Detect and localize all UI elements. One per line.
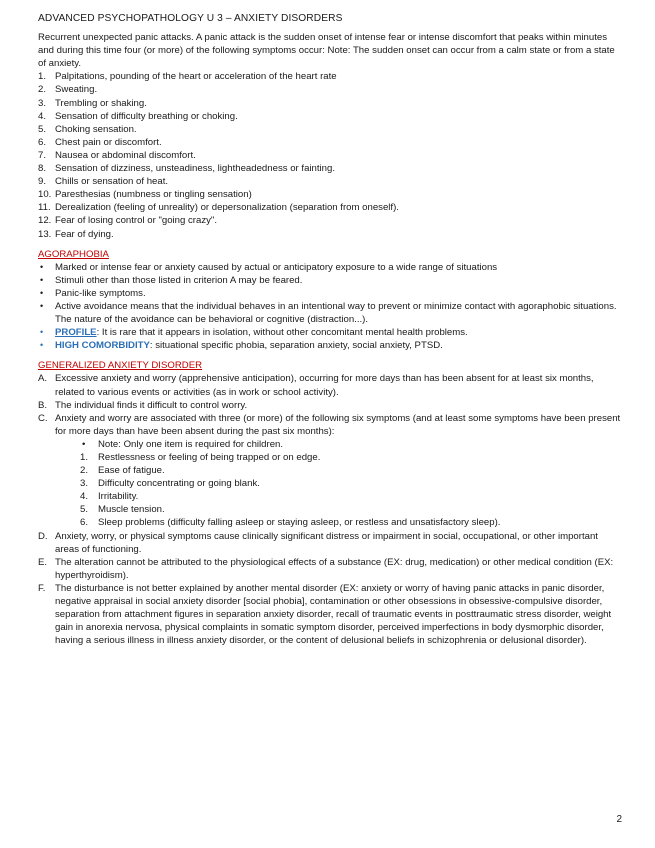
comorbidity-label: HIGH COMORBIDITY bbox=[55, 340, 150, 352]
list-item bbox=[80, 451, 622, 464]
list-item bbox=[38, 274, 622, 287]
item-text: Fear of losing control or "going crazy". bbox=[55, 215, 217, 227]
item-number: 1. bbox=[80, 452, 89, 463]
item-text: Sensation of difficulty breathing or choking. bbox=[55, 110, 238, 122]
intro-paragraph: Recurrent unexpected panic attacks. A panic attack is the sudden onset of intense fear or intense discomfort that peaks within minutes and during this time four (or more) of the following symptoms occur: Note: The sudden onset can occur from a calm state or from a state of anxiety. bbox=[38, 32, 615, 70]
item-number: 3. bbox=[38, 97, 47, 109]
list-item bbox=[80, 503, 622, 516]
criterion-letter: C. bbox=[38, 412, 48, 424]
criterion-text: The disturbance is not better explained by another mental disorder (EX: anxiety or worry of having panic attacks in panic disorder, negative appraisal in social anxiety disorder [social phobia], contamination or other obsessions in obsessive-compulsive disorder, separation from attachment figures in separation anxiety disorder, recall of traumatic events in posttraumatic stress disorder, weight gain in anorexia nervosa, physical complaints in somatic symptom disorder, perceived imperfections in body dysmorphic disorder, having a serious illness in illness anxiety disorder, or the content of delusional beliefs in schizophrenia or delusional disorder). bbox=[55, 582, 612, 647]
bullet-icon: • bbox=[40, 274, 44, 285]
gad-symptom-list bbox=[55, 438, 622, 530]
item-number: 11. bbox=[38, 202, 51, 214]
criterion-letter: B. bbox=[38, 399, 48, 411]
item-text: Derealization (feeling of unreality) or depersonalization (separation from oneself). bbox=[55, 202, 399, 214]
item-number: 4. bbox=[38, 110, 47, 122]
item-number: 4. bbox=[80, 491, 89, 503]
list-item bbox=[38, 149, 622, 162]
comorbidity-item bbox=[38, 339, 622, 352]
profile-text: : It is rare that it appears in isolation, without other concomitant mental health problems. bbox=[96, 327, 468, 339]
criterion-d bbox=[38, 530, 622, 556]
list-item bbox=[38, 175, 622, 188]
item-number: 8. bbox=[38, 163, 47, 175]
document-page bbox=[38, 12, 622, 647]
list-item bbox=[80, 464, 622, 477]
list-item bbox=[38, 123, 622, 136]
criterion-e bbox=[38, 556, 622, 582]
item-text: Palpitations, pounding of the heart or acceleration of the heart rate bbox=[55, 71, 337, 83]
criterion-letter: A. bbox=[38, 373, 48, 385]
item-number: 6. bbox=[80, 517, 89, 529]
list-item bbox=[38, 136, 622, 149]
list-item bbox=[80, 490, 622, 503]
criterion-letter: F. bbox=[38, 582, 46, 594]
document-title: ADVANCED PSYCHOPATHOLOGY U 3 – ANXIETY DISORDERS bbox=[38, 13, 343, 24]
item-text: Sweating. bbox=[55, 84, 98, 96]
criterion-f bbox=[38, 582, 622, 647]
item-text: Paresthesias (numbness or tingling sensation) bbox=[55, 189, 252, 201]
item-text: Difficulty concentrating or going blank. bbox=[98, 478, 260, 490]
gad-heading: GENERALIZED ANXIETY DISORDER bbox=[38, 360, 203, 372]
item-number: 12. bbox=[38, 215, 52, 227]
item-number: 1. bbox=[38, 71, 47, 83]
item-text: Sensation of dizziness, unsteadiness, lightheadedness or fainting. bbox=[55, 163, 335, 175]
item-number: 6. bbox=[38, 136, 47, 148]
item-number: 7. bbox=[38, 149, 47, 161]
list-item bbox=[38, 110, 622, 123]
bullet-icon: • bbox=[82, 438, 86, 450]
item-text: Fear of dying. bbox=[55, 228, 114, 240]
panic-symptom-list bbox=[38, 70, 622, 240]
list-item bbox=[38, 162, 622, 175]
criterion-text: The alteration cannot be attributed to the physiological effects of a substance (EX: drug, medication) or other medical condition (EX: hyperthyroidism). bbox=[55, 556, 614, 581]
item-number: 9. bbox=[38, 176, 47, 188]
list-item bbox=[38, 287, 622, 300]
item-number: 5. bbox=[38, 123, 47, 135]
item-number: 5. bbox=[80, 504, 89, 516]
list-item bbox=[38, 228, 622, 241]
item-text: Chest pain or discomfort. bbox=[55, 136, 162, 148]
note-item bbox=[80, 438, 622, 451]
criterion-letter: D. bbox=[38, 530, 48, 542]
item-text: Trembling or shaking. bbox=[55, 97, 147, 109]
item-text: Choking sensation. bbox=[55, 123, 137, 135]
item-text: Note: Only one item is required for children. bbox=[98, 438, 284, 450]
list-item bbox=[38, 83, 622, 96]
item-text: Muscle tension. bbox=[98, 504, 165, 516]
item-text: Ease of fatigue. bbox=[98, 465, 165, 477]
item-text: Restlessness or feeling of being trapped or on edge. bbox=[98, 452, 321, 463]
list-item bbox=[38, 261, 622, 274]
list-item bbox=[38, 70, 622, 83]
list-item bbox=[80, 477, 622, 490]
item-text: Irritability. bbox=[98, 491, 139, 503]
list-item bbox=[38, 201, 622, 214]
bullet-icon: • bbox=[40, 327, 44, 338]
criterion-letter: E. bbox=[38, 556, 48, 568]
criterion-c bbox=[38, 412, 622, 530]
item-text: Active avoidance means that the individual behaves in an intentional way to prevent or minimize contact with agoraphobic situations. The nature of the avoidance can be behavioral or cognitive (distraction...). bbox=[55, 300, 617, 326]
list-item bbox=[38, 214, 622, 227]
list-item bbox=[80, 516, 622, 529]
criterion-a bbox=[38, 372, 622, 398]
comorbidity-text: : situational specific phobia, separation anxiety, social anxiety, PTSD. bbox=[149, 340, 443, 352]
item-text: Sleep problems (difficulty falling asleep or staying asleep, or restless and unsatisfactory sleep). bbox=[98, 517, 501, 529]
bullet-icon: • bbox=[40, 261, 44, 272]
criterion-text: Excessive anxiety and worry (apprehensive anticipation), occurring for more days than has been absent for at least six months, related to various events or activities (as in work or school activity). bbox=[55, 373, 594, 398]
bullet-icon: • bbox=[40, 340, 44, 351]
criterion-text: The individual finds it difficult to control worry. bbox=[55, 399, 248, 411]
profile-label: PROFILE bbox=[55, 327, 97, 339]
item-number: 2. bbox=[80, 465, 89, 477]
list-item bbox=[38, 97, 622, 110]
item-number: 10. bbox=[38, 189, 52, 201]
criterion-text: Anxiety, worry, or physical symptoms cause clinically significant distress or impairment in social, occupational, or other important areas of functioning. bbox=[55, 530, 598, 555]
criterion-b bbox=[38, 399, 622, 412]
criterion-text: Anxiety and worry are associated with three (or more) of the following six symptoms (and at least some symptoms have been present for more days than have been absent during the past six months): bbox=[55, 412, 621, 437]
profile-item bbox=[38, 326, 622, 339]
item-text: Marked or intense fear or anxiety caused by actual or anticipatory exposure to a wide range of situations bbox=[55, 261, 498, 273]
item-text: Stimuli other than those listed in criterion A may be feared. bbox=[55, 274, 303, 286]
bullet-icon: • bbox=[40, 300, 44, 311]
item-text: Nausea or abdominal discomfort. bbox=[55, 149, 196, 161]
agoraphobia-list bbox=[38, 261, 622, 353]
gad-criteria-list bbox=[38, 372, 622, 647]
item-text: Panic-like symptoms. bbox=[55, 287, 146, 299]
item-text: Chills or sensation of heat. bbox=[55, 176, 169, 188]
page-number: 2 bbox=[616, 814, 622, 825]
list-item bbox=[38, 188, 622, 201]
item-number: 3. bbox=[80, 478, 89, 490]
item-number: 2. bbox=[38, 84, 47, 96]
agoraphobia-heading: AGORAPHOBIA bbox=[38, 248, 109, 260]
item-number: 13. bbox=[38, 228, 52, 240]
list-item bbox=[38, 300, 622, 326]
bullet-icon: • bbox=[40, 287, 44, 298]
